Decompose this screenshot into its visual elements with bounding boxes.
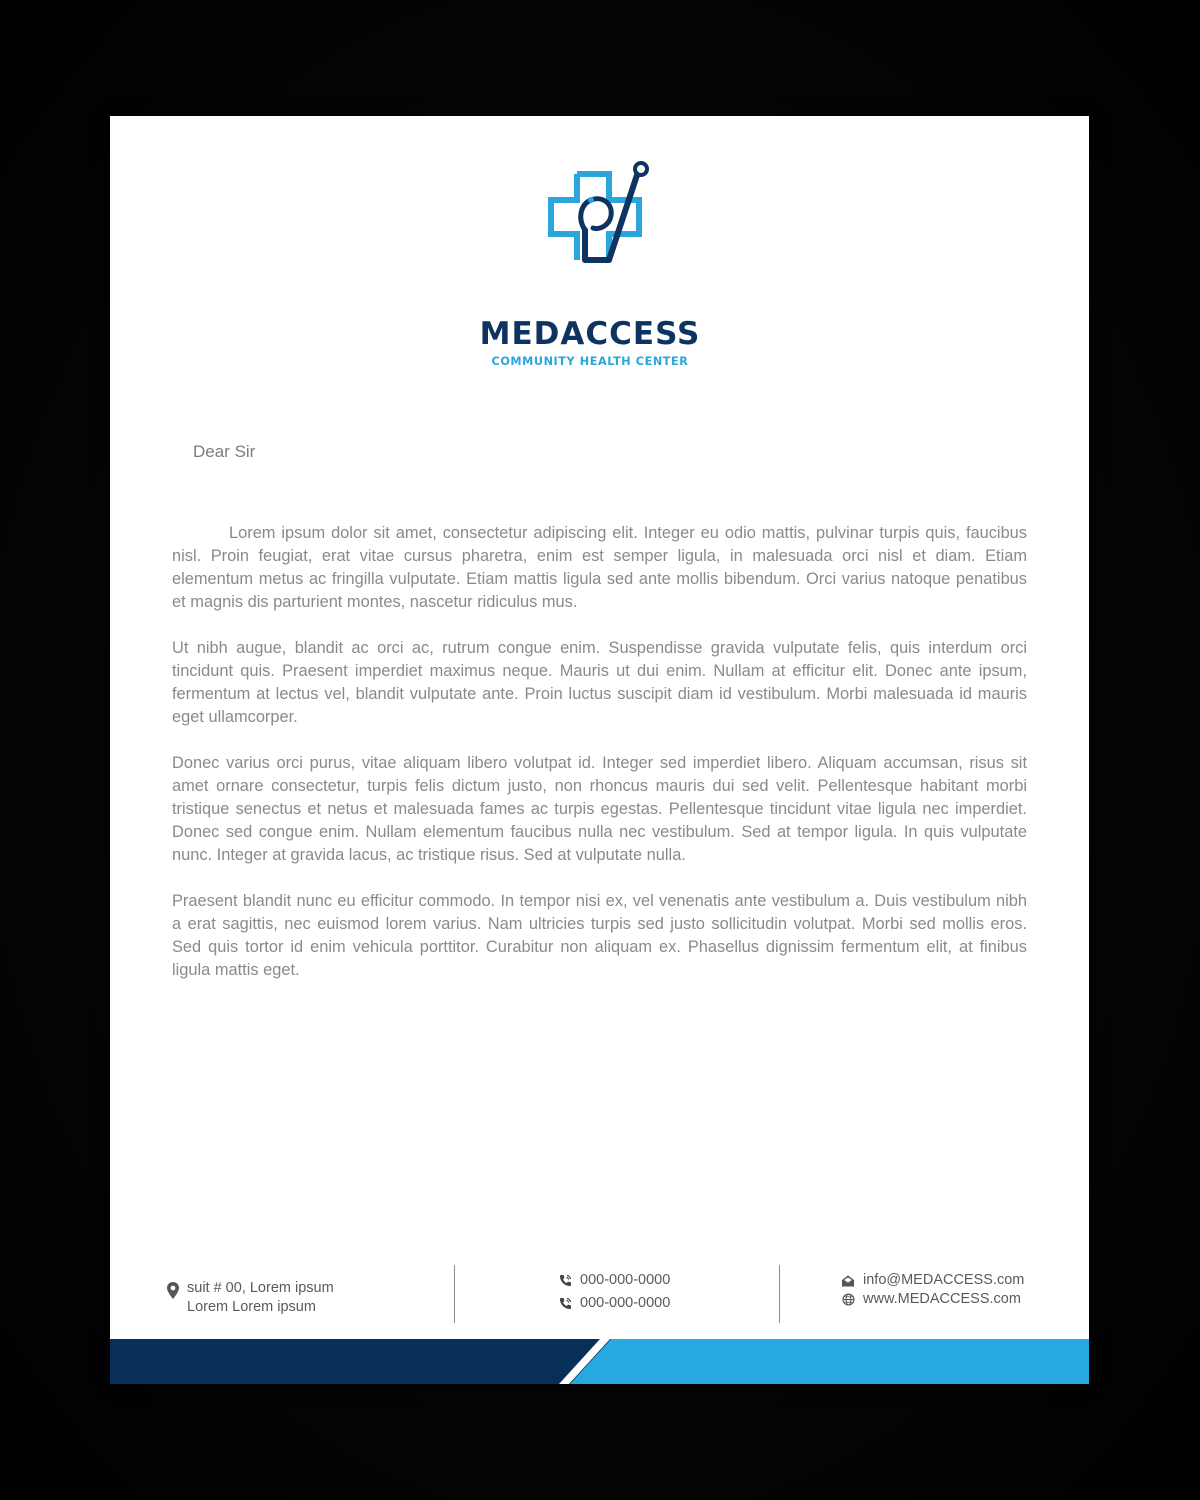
body-paragraph: Praesent blandit nunc eu efficitur commodo. In tempor nisi ex, vel venenatis ante vestibulum a. Duis vestibulum nibh a erat sagittis, nec euismod lorem varius. Nam ultricies turpis sed justo sollicitudin volutpat. Morbi sed mollis eros. Sed quis tortor id enim vehicula porttitor. Curabitur non aliquam ex. Phasellus dignissim fermentum elit, at finibus ligula mattis eget. (172, 892, 1027, 979)
phone-number-1[interactable]: 000-000-0000 (580, 1272, 671, 1288)
website-link[interactable]: www.MEDACCESS.com (863, 1291, 1021, 1307)
footer-address (166, 1279, 334, 1317)
globe-icon (841, 1293, 855, 1307)
brand-tagline: COMMUNITY HEALTH CENTER (491, 355, 689, 368)
footer-divider (779, 1265, 780, 1323)
envelope-icon (841, 1274, 855, 1288)
phone-icon (558, 1297, 572, 1311)
letter-body (172, 522, 1027, 1005)
location-pin-icon (166, 1281, 180, 1299)
letterhead-page (110, 116, 1089, 1384)
footer-divider (454, 1265, 455, 1323)
body-paragraph: Lorem ipsum dolor sit amet, consectetur adipiscing elit. Integer eu odio mattis, pulvinar turpis quis, faucibus nisl. Proin feugiat, erat vitae cursus pharetra, enim est semper ligula, in malesuada orci nisl et diam. Etiam elementum metus ac fringilla vulputate. Etiam mattis ligula sed ante mollis bibendum. Orci varius natoque penatibus et magnis dis parturient montes, nascetur ridiculus mus. (172, 524, 1027, 611)
email-link[interactable]: info@MEDACCESS.com (863, 1272, 1025, 1288)
footer-color-band (110, 1339, 1089, 1384)
letterhead-footer (110, 1261, 1089, 1331)
address-line-2: Lorem Lorem ipsum (187, 1299, 316, 1315)
salutation: Dear Sir (193, 442, 256, 461)
footer-web (841, 1271, 1024, 1309)
body-paragraph: Donec varius orci purus, vitae aliquam libero volutpat id. Integer sed imperdiet libero. Aliquam accumsan, risus sit amet ornare consectetur, turpis felis dictum justo, non rhoncus mauris dui sed velit. Pellentesque habitant morbi tristique senectus et netus et malesuada fames ac turpis egestas. Pellentesque tincidunt vitae ligula nec imperdiet. Donec sed congue enim. Nullam elementum faucibus nulla nec vestibulum. Sed at tempor ligula. In quis vulputate nunc. Integer at gravida lacus, ac tristique risus. Sed at vulputate nulla. (172, 754, 1027, 864)
address-line-1: suit # 00, Lorem ipsum (187, 1280, 334, 1296)
phone-icon (558, 1274, 572, 1288)
phone-number-2[interactable]: 000-000-0000 (580, 1295, 671, 1311)
brand-name: MEDACCESS (479, 316, 701, 352)
body-paragraph: Ut nibh augue, blandit ac orci ac, rutrum congue enim. Suspendisse gravida vulputate felis, quis interdum orci tincidunt quis. Praesent imperdiet maximus neque. Mauris ut dui enim. Nullam at efficitur elit. Donec ante ipsum, fermentum at lectus vel, blandit vulputate ante. Proin luctus suscipit diam id vestibulum. Morbi malesuada id mauris eget ullamcorper. (172, 639, 1027, 726)
footer-phones (558, 1271, 670, 1317)
medical-cross-stethoscope-icon (547, 160, 657, 276)
